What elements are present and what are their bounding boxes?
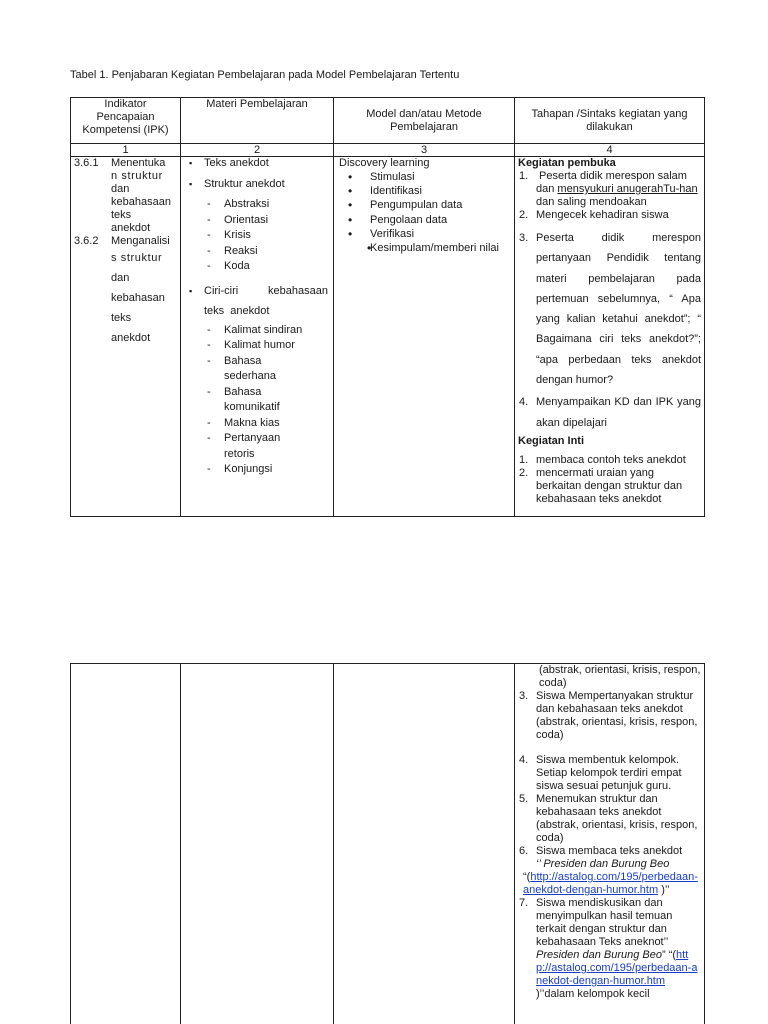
item-number: 1. <box>519 170 529 182</box>
item-number: 2. <box>519 209 529 221</box>
list-item <box>518 845 701 871</box>
item-text: mencermati uraian yang berkaitan dengan struktur dan kebahasaan teks anekdot <box>536 466 683 505</box>
ipk-text: teks <box>111 312 132 324</box>
list-item: • Pengolaan data <box>337 213 511 227</box>
item-text: )’’dalam kelompok kecil <box>536 988 650 1000</box>
item-text: membaca contoh teks anekdot <box>536 453 686 466</box>
materi-text: Teks anekdot <box>204 157 269 169</box>
header-model: Model dan/atau Metode Pembelajaran <box>334 98 515 144</box>
item-text: ” “( <box>661 949 677 961</box>
list-item: • Verifikasi <box>337 227 511 241</box>
item-text: Siswa membaca teks anekdot <box>536 845 683 857</box>
list-item: - Bahasa komunikatif <box>204 385 286 416</box>
item-text: Siswa Mempertanyakan struktur dan kebahasaan teks anekdot (abstrak, orientasi, krisis, respon, coda) <box>536 690 698 741</box>
list-item <box>518 690 701 742</box>
column-number: 2 <box>181 144 334 157</box>
tahapan-cell <box>515 157 705 517</box>
column-number: 4 <box>515 144 705 157</box>
list-item: • Identifikasi <box>337 184 511 198</box>
column-number: 3 <box>334 144 515 157</box>
list-item <box>184 178 330 275</box>
ipk-code: 3.6.2 <box>74 235 99 247</box>
activity-table-continued <box>70 663 705 1024</box>
item-text: Siswa membentuk kelompok. Setiap kelompok terdiri empat siswa sesuai petunjuk guru. <box>536 754 682 792</box>
ipk-text: teks <box>111 209 132 221</box>
item-text: “( <box>523 871 531 883</box>
ipk-item <box>74 157 177 235</box>
table-header-row <box>71 98 705 144</box>
list-item: - Konjungsi <box>204 462 328 478</box>
list-item: • Stimulasi <box>337 170 511 184</box>
list-item <box>518 228 701 390</box>
list-item: • Pengumpulan data <box>337 198 511 212</box>
list-item: - Krisis <box>204 228 330 244</box>
list-item <box>184 157 330 170</box>
list-item <box>184 281 330 478</box>
list-item: - Bahasa sederhana <box>204 354 286 385</box>
item-text: )’’ <box>658 884 670 896</box>
item-number: 2. <box>519 466 529 479</box>
item-number: 6. <box>519 845 529 857</box>
item-number: 3. <box>519 690 529 702</box>
materi-cell <box>181 157 334 517</box>
ipk-text: Menganalisi <box>111 235 170 247</box>
list-item: - Abstraksi <box>204 197 330 213</box>
section-heading: Kegiatan Inti <box>518 434 585 447</box>
item-text: mensyukuri anugerahTu-han <box>557 183 698 195</box>
ipk-item <box>74 235 177 348</box>
list-item <box>518 793 701 845</box>
list-item <box>518 209 701 222</box>
reference-link[interactable]: http://astalog.com/195/perbedaan-anekdot-dengan-humor.htm <box>523 871 698 896</box>
list-item <box>518 170 701 209</box>
list-item <box>518 754 701 793</box>
link-line <box>518 871 701 897</box>
table-caption: Tabel 1. Penjabaran Kegiatan Pembelajaran pada Model Pembelajaran Tertentu <box>70 69 460 81</box>
list-item: - Orientasi <box>204 213 330 229</box>
list-item <box>518 392 701 433</box>
tahapan-cell <box>515 664 705 1024</box>
list-item <box>337 241 511 255</box>
list-item <box>518 454 701 467</box>
item-number: 5. <box>519 793 529 805</box>
table-row <box>71 664 705 1024</box>
ipk-text: n struktur <box>111 170 163 182</box>
item-number: 4. <box>519 396 529 409</box>
ipk-cell <box>71 157 181 517</box>
list-item: - Kalimat humor <box>204 338 328 354</box>
ipk-text: s struktur <box>111 252 163 264</box>
item-text: Peserta didik merespon salam dan <box>536 170 687 195</box>
model-title: Discovery learning <box>339 157 430 169</box>
list-item: - Reaksi <box>204 244 330 260</box>
item-text: Mengecek kehadiran siswa <box>536 209 669 221</box>
item-number: 1. <box>519 453 529 466</box>
model-cell <box>334 157 515 517</box>
list-item: - Koda <box>204 259 330 275</box>
ipk-code: 3.6.1 <box>74 157 99 169</box>
table-row <box>71 157 705 517</box>
model-cell <box>334 664 515 1024</box>
section-heading: Kegiatan pembuka <box>518 157 616 169</box>
item-text: Menyampaikan KD dan IPK yang akan dipelajari <box>536 396 701 429</box>
item-continuation: (abstrak, orientasi, krisis, respon, coda) <box>539 664 701 689</box>
ipk-text: anekdot <box>111 222 151 234</box>
ipk-text: kebahasan <box>111 292 165 304</box>
list-item: - Pertanyaan retoris <box>204 431 286 462</box>
ipk-text: dan <box>111 183 130 195</box>
materi-text: Ciri-ciri kebahasaan teks anekdot <box>204 284 328 317</box>
item-number: 3. <box>519 232 529 244</box>
item-number: 4. <box>519 754 529 766</box>
ipk-text: dan <box>111 272 130 284</box>
header-materi: Materi Pembelajaran <box>181 98 334 144</box>
header-ipk: Indikator Pencapaian Kompetensi (IPK) <box>71 98 181 144</box>
activity-table <box>70 97 705 517</box>
ipk-text: anekdot <box>111 332 151 344</box>
item-text: ‘’ Presiden dan Burung Beo <box>536 858 670 870</box>
header-tahapan: Tahapan /Sintaks kegiatan yang dilakukan <box>515 98 705 144</box>
column-number: 1 <box>71 144 181 157</box>
list-item <box>518 467 701 506</box>
ipk-cell <box>71 664 181 1024</box>
item-text: Menemukan struktur dan kebahasaan teks anekdot (abstrak, orientasi, krisis, respon, coda) <box>536 793 698 844</box>
reference-link[interactable]: http://astalog.com/195/perbedaan-anekdot-dengan-humor.htm <box>536 949 698 987</box>
item-text: dan saling mendoakan <box>536 196 647 208</box>
materi-cell <box>181 664 334 1024</box>
ipk-text: Menentuka <box>111 157 166 169</box>
list-item: - Makna kias <box>204 416 328 432</box>
materi-text: Struktur anekdot <box>204 178 285 190</box>
model-step-text: Kesimpulam/memberi nilai <box>370 242 499 255</box>
item-text: Siswa mendiskusikan dan menyimpulkan hasil temuan terkait dengan struktur dan kebahasaan Teks aneknot’’ <box>536 897 673 948</box>
list-item <box>518 897 701 1001</box>
item-text: Peserta didik merespon pertanyaan Pendidik tentang materi pembelajaran pada pertemuan sebelumnya, “ Apa yang kalian ketahui anekdot”; “ Bagaimana ciri teks anekdot?”; “apa perbedaan teks anekdot dengan humor? <box>536 232 701 387</box>
item-text: Presiden dan Burung Beo <box>536 949 662 961</box>
column-number-row <box>71 144 705 157</box>
ipk-text: kebahasaan <box>111 196 171 208</box>
item-number: 7. <box>519 897 529 909</box>
list-item: - Kalimat sindiran <box>204 323 328 339</box>
